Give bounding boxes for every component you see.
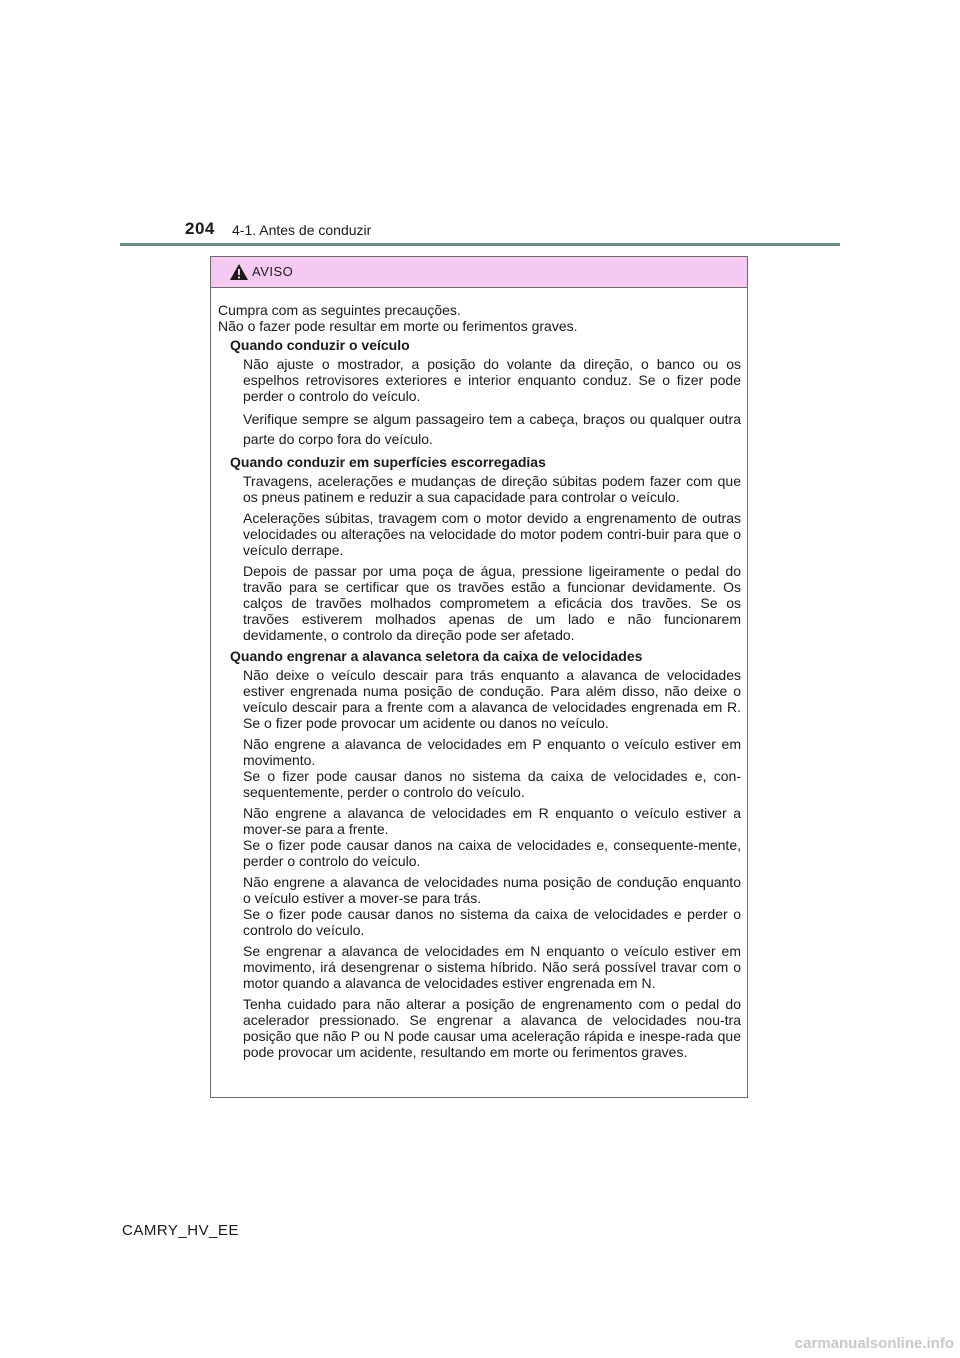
warning-body: [211, 288, 747, 1060]
subsection-slippery-surfaces: [218, 454, 741, 643]
subsection-title: Quando conduzir o veículo: [230, 337, 410, 353]
list-item: Não ajuste o mostrador, a posição do volante da direção, o banco ou os espelhos retrovisores exteriores e interior enquanto conduz. Se o fizer pode perder o controlo do veículo.: [243, 356, 741, 404]
subsection-driving: [218, 337, 741, 449]
warning-box: [210, 256, 748, 1098]
subsection-shift-lever: [218, 648, 741, 1060]
subsection-title: Quando conduzir em superfícies escorregadias: [230, 454, 546, 470]
list-item: Depois de passar por uma poça de água, pressione ligeiramente o pedal do travão para se certificar que os travões estão a funcionar devidamente. Os calços de travões molhados comprometem a eficácia dos travões. Se os travões estiverem molhados apenas de um lado e não funcionarem devidamente, o controlo da direção pode ser afetado.: [243, 563, 741, 643]
watermark: carmanualsonline.info: [794, 1335, 954, 1352]
list-item: Tenha cuidado para não alterar a posição de engrenamento com o pedal do acelerador pressionado. Se engrenar a alavanca de velocidades nou-tra posição que não P ou N pode causar uma aceleração rápida e inespe-rada que pode provocar um acidente, resultando em morte ou ferimentos graves.: [243, 996, 741, 1060]
subsection-title: Quando engrenar a alavanca seletora da caixa de velocidades: [230, 648, 643, 664]
list-item: Não deixe o veículo descair para trás enquanto a alavanca de velocidades estiver engrenada numa posição de condução. Para além disso, não deixe o veículo descair para a frente com a alavanca de velocidades engrenada em R. Se o fizer pode provocar um acidente ou danos no veículo.: [243, 667, 741, 731]
header-divider: [120, 243, 840, 246]
model-code: CAMRY_HV_EE: [122, 1222, 239, 1239]
page-number: 204: [185, 219, 215, 238]
list-item: Verifique sempre se algum passageiro tem a cabeça, braços ou qualquer outra parte do corpo fora do veículo.: [243, 411, 741, 447]
list-item: Travagens, acelerações e mudanças de direção súbitas podem fazer com que os pneus patinem e reduzir a sua capacidade para controlar o veículo.: [243, 473, 741, 505]
warning-header: [211, 257, 747, 288]
list-item: Não engrene a alavanca de velocidades em R enquanto o veículo estiver a mover-se para a frente. Se o fizer pode causar danos na caixa de velocidades e, consequente-mente, perder o controlo do veículo.: [243, 805, 741, 869]
list-item: Se engrenar a alavanca de velocidades em N enquanto o veículo estiver em movimento, irá desengrenar o sistema híbrido. Não será possível travar com o motor quando a alavanca de velocidades estiver engrenada em N.: [243, 943, 741, 991]
page-header: [0, 0, 960, 250]
warning-triangle-icon: [229, 263, 249, 281]
list-item: Não engrene a alavanca de velocidades em P enquanto o veículo estiver em movimento. Se o fizer pode causar danos no sistema da caixa de velocidades e, con-sequentemente, perder o controlo do veículo.: [243, 736, 741, 800]
intro-line: Não o fazer pode resultar em morte ou ferimentos graves.: [218, 318, 578, 334]
section-title: 4-1. Antes de conduzir: [232, 222, 372, 238]
list-item: Não engrene a alavanca de velocidades numa posição de condução enquanto o veículo estiver a mover-se para trás. Se o fizer pode causar danos no sistema da caixa de velocidades e perder o controlo do veículo.: [243, 874, 741, 938]
warning-label: AVISO: [252, 264, 294, 279]
list-item: Acelerações súbitas, travagem com o motor devido a engrenamento de outras velocidades ou alterações na velocidade do motor podem contri-buir para que o veículo derrape.: [243, 510, 741, 558]
intro-line: Cumpra com as seguintes precauções.: [218, 302, 461, 318]
